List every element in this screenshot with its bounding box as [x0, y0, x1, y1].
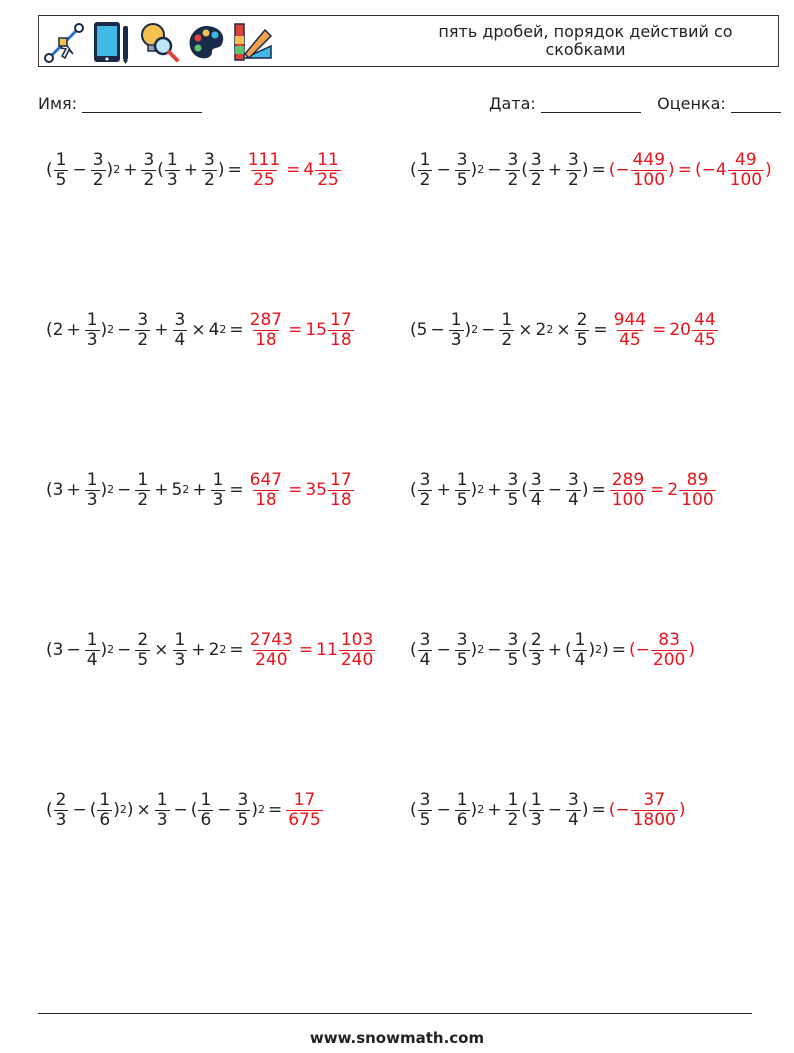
worksheet-header	[38, 15, 779, 67]
name-blank[interactable]	[82, 96, 202, 113]
date-grade-fields	[489, 94, 781, 113]
problem-4: (5 − $\frac{1}{3}$ ) 2 − $\frac{1}{2}$ × 2 2 × $\frac{2}{5}$ = $\frac{944}{45}$ = 20 $\frac{44}{45}$	[410, 300, 719, 360]
grade-label: Оценка:	[657, 94, 726, 113]
name-field	[38, 94, 202, 113]
footer-url[interactable]: www.snowmath.com	[309, 1029, 485, 1047]
answer-3: $\frac{287}{18}$ = 15 $\frac{17}{18}$	[249, 309, 352, 350]
answer-4: $\frac{944}{45}$ = 20 $\frac{44}{45}$	[613, 309, 716, 350]
palette-icon	[184, 20, 228, 64]
answer-6: $\frac{289}{100}$ = 2 $\frac{89}{100}$	[611, 469, 714, 510]
problem-1: ( $\frac{1}{5}$ − $\frac{3}{2}$ ) 2 + $\frac{3}{2}$ ( $\frac{1}{3}$ + $\frac{3}{2}$ ) = $\frac{111}{25}$ = 4 $\frac{11}{25}$	[46, 140, 342, 200]
name-label: Имя:	[38, 94, 78, 113]
color-swatch-icon	[231, 20, 275, 64]
answer-7: $\frac{2743}{240}$ = 11 $\frac{103}{240}$	[249, 629, 374, 670]
problem-9: ( $\frac{2}{3}$ − ( $\frac{1}{6}$ ) 2 ) × $\frac{1}{3}$ − ( $\frac{1}{6}$ − $\frac{3}{5}$ ) 2 = $\frac{17}{675}$	[46, 780, 324, 840]
footer-divider	[38, 1013, 752, 1014]
answer-5: $\frac{647}{18}$ = 35 $\frac{17}{18}$	[249, 469, 352, 510]
answer-9: $\frac{17}{675}$	[288, 789, 321, 830]
grade-blank[interactable]	[731, 96, 781, 113]
tablet-icon	[90, 20, 134, 64]
worksheet-title: пять дробей, порядок действий со скобками	[438, 22, 733, 59]
problem-3: (2 + $\frac{1}{3}$ ) 2 − $\frac{3}{2}$ + $\frac{3}{4}$ × 4 2 = $\frac{287}{18}$ = 15 $\frac{17}{18}$	[46, 300, 355, 360]
problem-10: ( $\frac{3}{5}$ − $\frac{1}{6}$ ) 2 + $\frac{1}{2}$ ( $\frac{1}{3}$ − $\frac{3}{4}$ ) = (− $\frac{37}{1800}$ )	[410, 789, 686, 830]
header-icons	[43, 20, 275, 64]
problem-8: ( $\frac{3}{4}$ − $\frac{3}{5}$ ) 2 − $\frac{3}{5}$ ( $\frac{2}{3}$ + ( $\frac{1}{4}$ ) 2 ) = (− $\frac{83}{200}$ )	[410, 629, 695, 670]
problem-2: ( $\frac{1}{2}$ − $\frac{3}{5}$ ) 2 − $\frac{3}{2}$ ( $\frac{3}{2}$ + $\frac{3}{2}$ ) = (− $\frac{449}{100}$ ) = (−4 $\frac{49}{100}$ )	[410, 149, 772, 190]
date-label: Дата:	[489, 94, 536, 113]
answer-10: (− $\frac{37}{1800}$ )	[608, 789, 686, 830]
answer-8: (− $\frac{83}{200}$ )	[628, 629, 695, 670]
problem-6: ( $\frac{3}{2}$ + $\frac{1}{5}$ ) 2 + $\frac{3}{5}$ ( $\frac{3}{4}$ − $\frac{3}{4}$ ) = $\frac{289}{100}$ = 2 $\frac{89}{100}$	[410, 460, 717, 520]
answer-1: $\frac{111}{25}$ = 4 $\frac{11}{25}$	[247, 149, 339, 190]
problem-5: (3 + $\frac{1}{3}$ ) 2 − $\frac{1}{2}$ + 5 2 + $\frac{1}{3}$ = $\frac{647}{18}$ = 35 $\frac{17}{18}$	[46, 460, 355, 520]
answer-2: (− $\frac{449}{100}$ ) = (−4 $\frac{49}{100}$ )	[608, 149, 772, 190]
date-blank[interactable]	[541, 96, 641, 113]
lightbulb-search-icon	[137, 20, 181, 64]
problem-7: (3 − $\frac{1}{4}$ ) 2 − $\frac{2}{5}$ × $\frac{1}{3}$ + 2 2 = $\frac{2743}{240}$ = 11 $\frac{103}{240}$	[46, 620, 376, 680]
pen-tool-icon	[43, 20, 87, 64]
